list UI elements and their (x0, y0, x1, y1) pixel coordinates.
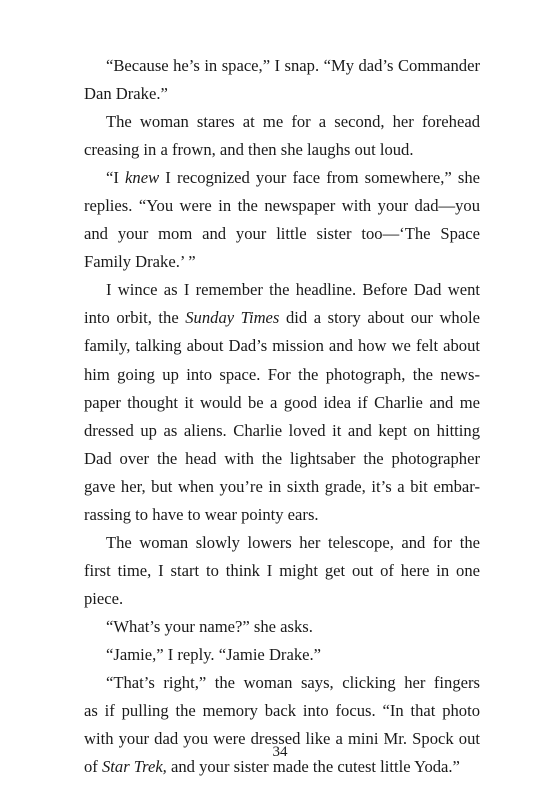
text-line: rassing to have to wear pointy ears. (84, 504, 319, 524)
paragraph (84, 613, 480, 641)
text-line: creasing in a frown, and then she laughs out loud. (84, 140, 414, 160)
text-line: paper thought it would be a good idea if Charlie and me (84, 392, 480, 412)
text-line: Dad over the head with the lightsaber the photographer (84, 448, 480, 468)
italic-text: knew (125, 168, 160, 188)
paragraph (84, 52, 480, 108)
text-line: Family Drake.’ ” (84, 252, 196, 272)
text-line: The woman slowly lowers her telescope, and for the (106, 532, 480, 552)
paragraph (84, 669, 480, 781)
paragraph (84, 108, 480, 164)
page-number: 34 (272, 744, 288, 760)
paragraph (84, 641, 480, 669)
text-line: Dan Drake.” (84, 84, 168, 104)
text-line: piece. (84, 588, 124, 608)
text-line: and your mom and your little sister too—‘The Space (84, 224, 480, 244)
text-line: first time, I start to think I might get out of here in one (84, 560, 480, 580)
paragraph (84, 276, 480, 528)
text-line: “That’s right,” the woman says, clicking her fingers (106, 673, 480, 693)
text-line: “I knew I recognized your face from somewhere,” she (106, 168, 480, 188)
italic-text: Star Trek, (101, 757, 167, 777)
paragraph (84, 164, 480, 276)
paragraph (84, 529, 480, 613)
text-line: gave her, but when you’re in sixth grade, it’s a bit embar- (84, 476, 480, 496)
text-line: “Jamie,” I reply. “Jamie Drake.” (106, 644, 321, 664)
text-line: dressed up as aliens. Charlie loved it and kept on hitting (84, 420, 480, 440)
text-line: “Because he’s in space,” I snap. “My dad’s Commander (106, 56, 480, 75)
text-line: replies. “You were in the newspaper with your dad—you (84, 196, 480, 216)
text-line: family, talking about Dad’s mission and how we felt about (84, 336, 480, 356)
text-line: into orbit, the Sunday Times did a story about our whole (84, 308, 481, 328)
text-line: as if pulling the memory back into focus. “In that photo (84, 701, 480, 721)
text-line: “What’s your name?” she asks. (106, 616, 313, 636)
text-line: I wince as I remember the headline. Before Dad went (106, 280, 480, 300)
text-line: of Star Trek, and your sister made the cutest little Yoda.” (84, 757, 460, 777)
text-line: The woman stares at me for a second, her forehead (106, 112, 480, 132)
italic-text: Sunday Times (185, 308, 280, 328)
body-text (84, 52, 480, 781)
text-line: him going up into space. For the photograph, the news- (84, 364, 480, 384)
text-line: with your dad you were dressed like a mini Mr. Spock out (84, 729, 480, 749)
